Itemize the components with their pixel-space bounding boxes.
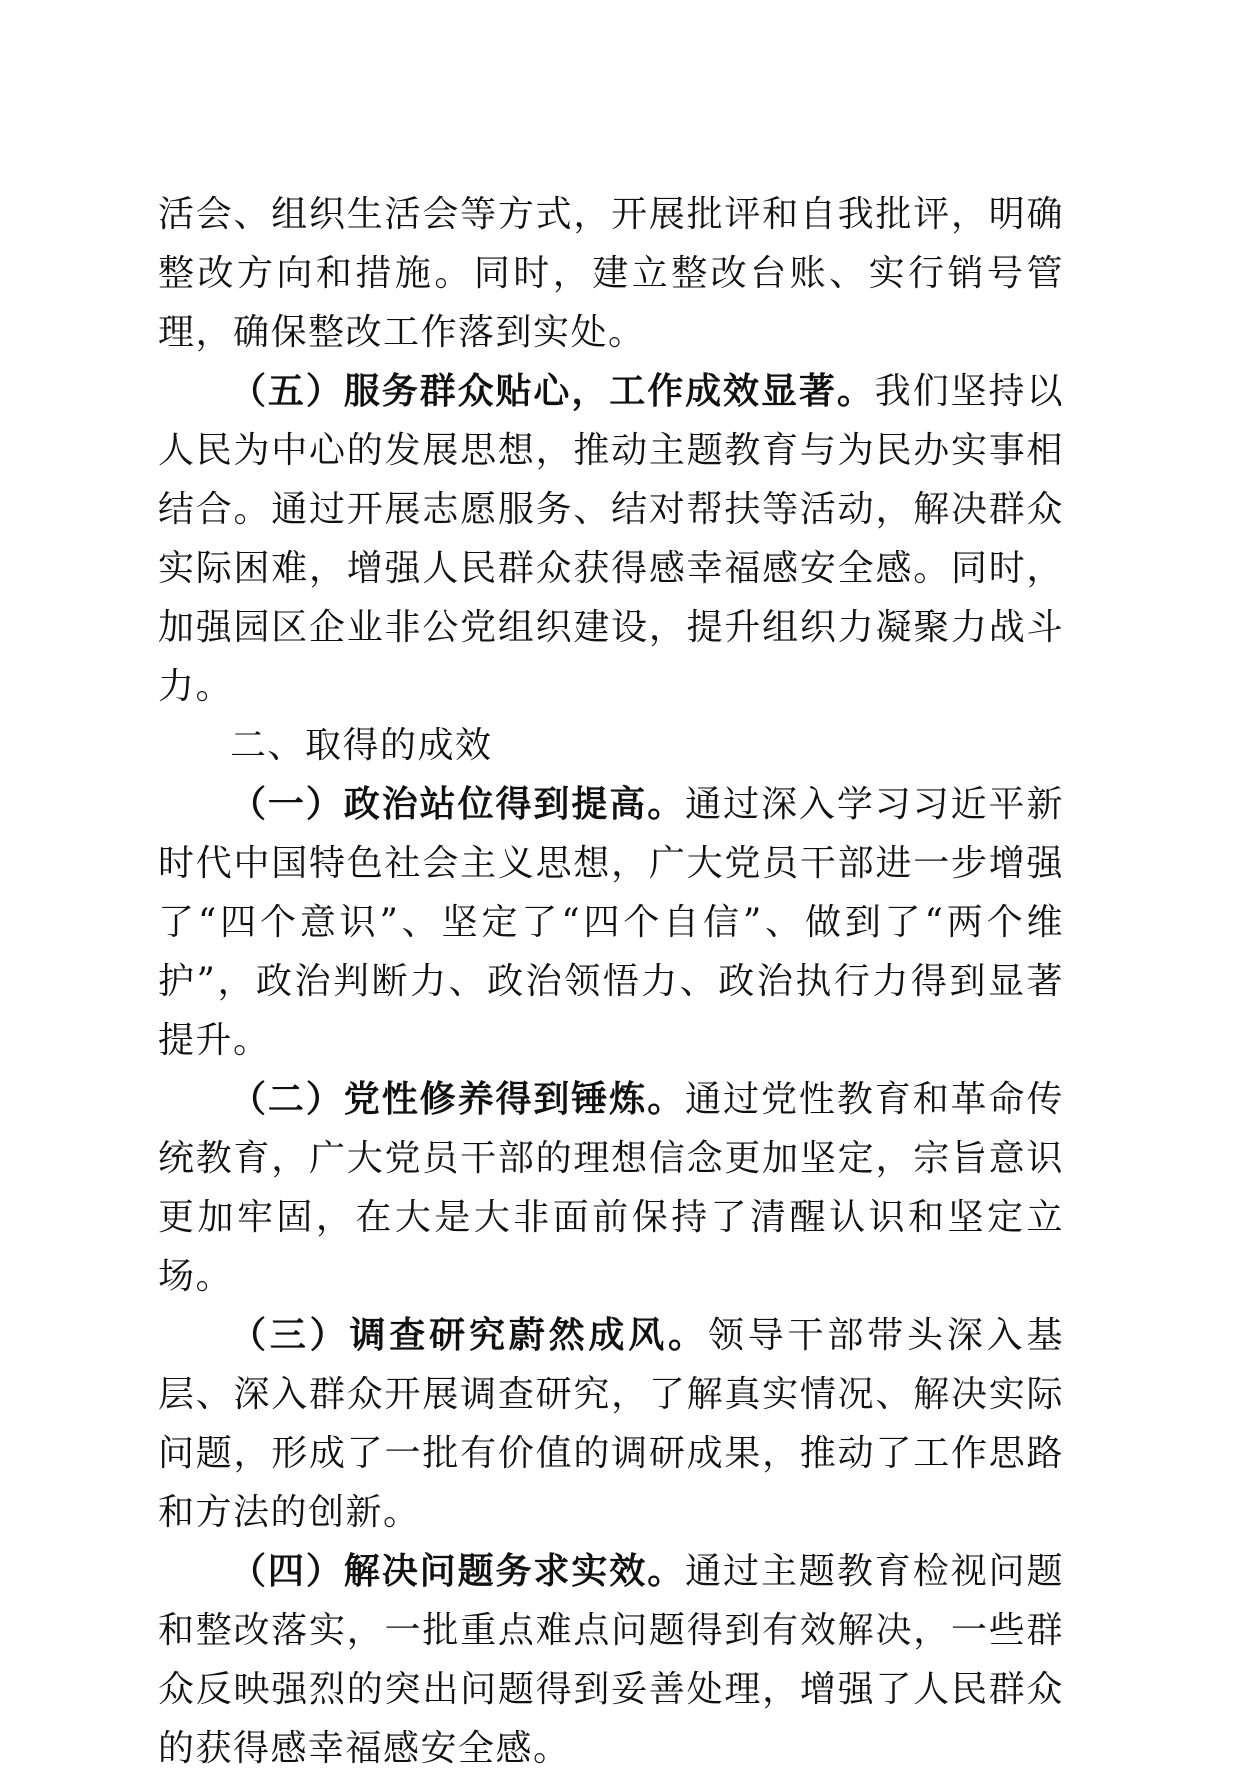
paragraph-body: 我们坚持以人民为中心的发展思想，推动主题教育与为民办实事相结合。通过开展志愿服务、结对帮扶等活动，解决群众实际困难，增强人民群众获得感幸福感安全感。同时，加强园区企业非公党组织建设，提升组织力凝聚力战斗力。: [158, 371, 1064, 707]
result-heading: （四）解决问题务求实效。: [230, 1550, 686, 1592]
result-item-2: [158, 1070, 1064, 1306]
document-body: [158, 185, 1064, 1778]
paragraph-continuation: [158, 185, 1064, 362]
result-heading: （二）党性修养得到锤炼。: [230, 1078, 686, 1120]
result-item-3: [158, 1306, 1064, 1542]
paragraph-heading: （五）服务群众贴心，工作成效显著。: [230, 370, 875, 412]
paragraph-item-5: [158, 362, 1064, 716]
result-body: 通过深入学习习近平新时代中国特色社会主义思想，广大党员干部进一步增强了“四个意识”、坚定了“四个自信”、做到了“两个维护”，政治判断力、政治领悟力、政治执行力得到显著提升。: [158, 784, 1064, 1061]
section-title: 二、取得的成效: [230, 725, 493, 766]
result-body: 领导干部带头深入基层、深入群众开展调查研究，了解真实情况、解决实际问题，形成了一批有价值的调研成果，推动了工作思路和方法的创新。: [158, 1315, 1064, 1533]
result-body: 通过党性教育和革命传统教育，广大党员干部的理想信念更加坚定，宗旨意识更加牢固，在大是大非面前保持了清醒认识和坚定立场。: [158, 1079, 1064, 1297]
result-item-1: [158, 775, 1064, 1070]
result-item-4: [158, 1542, 1064, 1778]
paragraph-body: 活会、组织生活会等方式，开展批评和自我批评，明确整改方向和措施。同时，建立整改台账、实行销号管理，确保整改工作落到实处。: [158, 194, 1064, 353]
result-heading: （三）调查研究蔚然成风。: [230, 1314, 708, 1356]
result-body: 通过主题教育检视问题和整改落实，一批重点难点问题得到有效解决，一些群众反映强烈的突出问题得到妥善处理，增强了人民群众的获得感幸福感安全感。: [158, 1551, 1064, 1769]
result-heading: （一）政治站位得到提高。: [230, 783, 686, 825]
